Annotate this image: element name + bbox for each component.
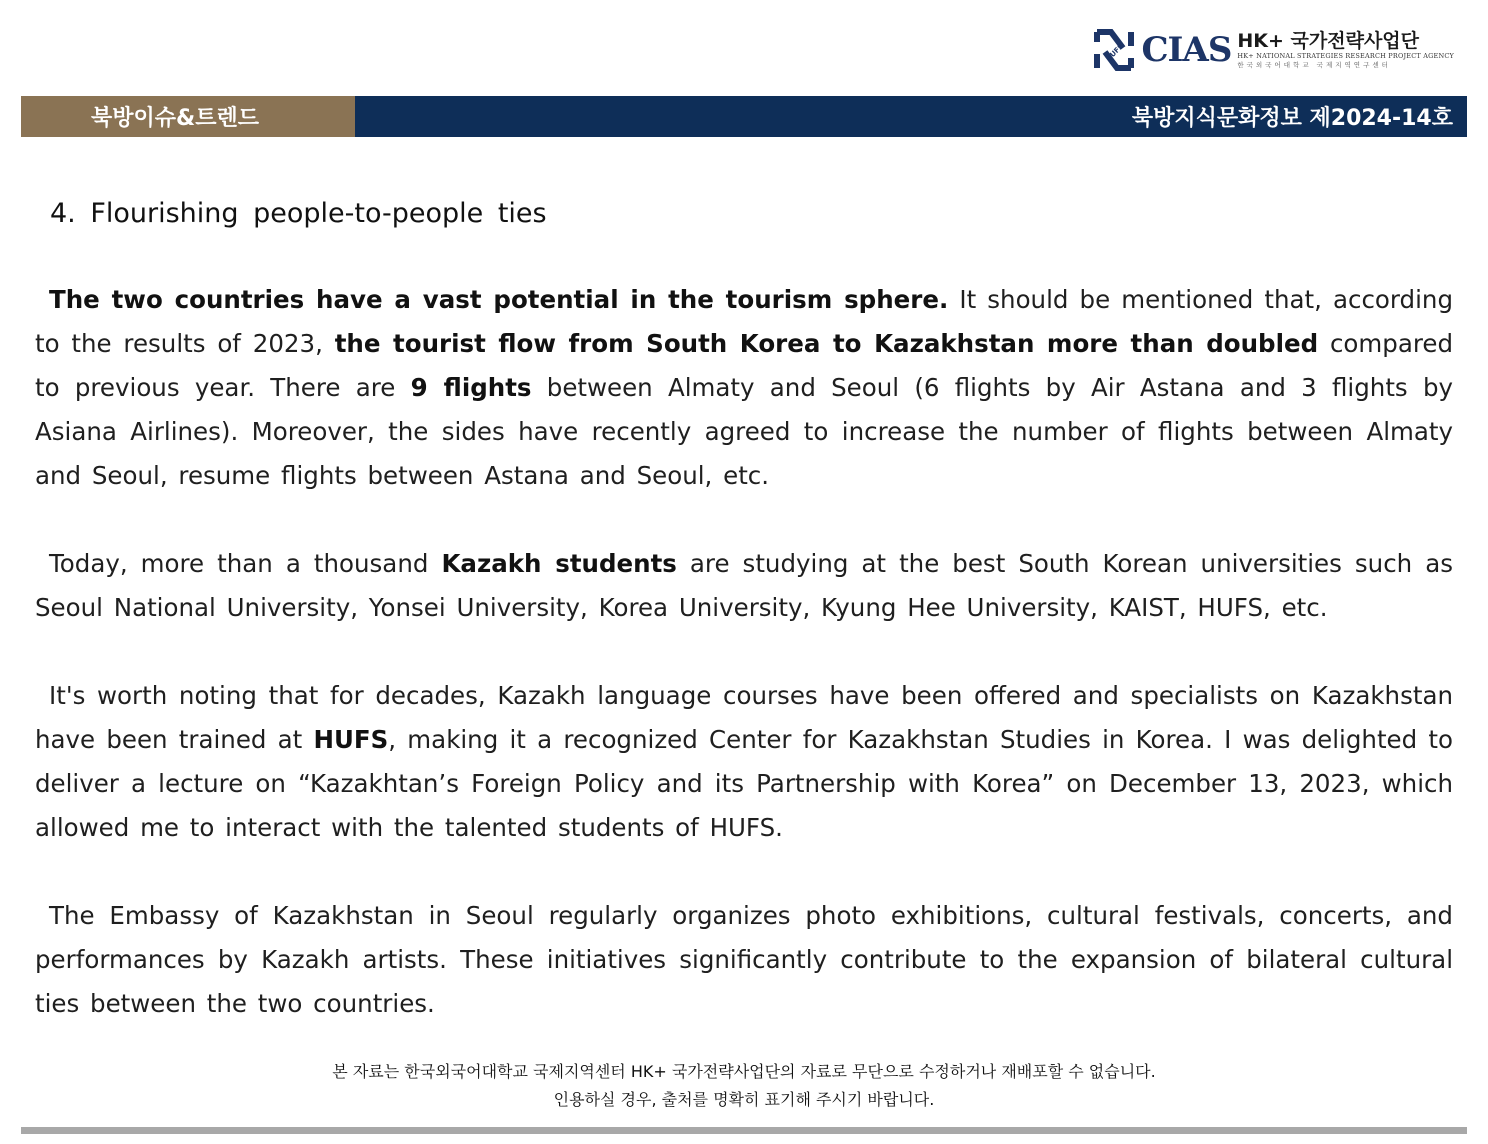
text-run: It's worth noting that for decades, Kazakh language courses have been offered and specialists on Kazakhstan have been trained at — [35, 681, 1453, 754]
text-run: Today, more than a thousand — [49, 549, 442, 578]
footer-notice-line1: 본 자료는 한국외국어대학교 국제지역센터 HK+ 국가전략사업단의 자료로 무단으로 수정하거나 재배포할 수 없습니다. — [332, 1062, 1156, 1081]
paragraph-students — [35, 542, 1453, 630]
emblem-text: HUFS — [1104, 42, 1126, 64]
section-title: 4. Flourishing people-to-people ties — [50, 198, 547, 229]
paragraph-tourism — [35, 278, 1453, 498]
paragraph-embassy — [35, 894, 1453, 1026]
text-run: It should be mentioned that, according to the results of 2023, — [35, 285, 1453, 358]
logo-subtitle-ko: 한국외국어대학교 국제지역연구센터 — [1237, 61, 1391, 69]
issue-label: 북방지식문화정보 제2024-14호 — [1131, 106, 1453, 131]
hufs-emblem-icon — [1093, 28, 1135, 72]
bold-phrase: HUFS — [313, 725, 389, 754]
logo-cias-text: CIAS — [1141, 30, 1232, 70]
bold-phrase: The two countries have a vast potential in the tourism sphere. — [49, 285, 949, 314]
paragraph-hufs — [35, 674, 1453, 850]
bold-phrase: Kazakh students — [441, 549, 677, 578]
logo-hk-title: HK+ 국가전략사업단 — [1237, 30, 1420, 52]
category-label: 북방이슈&트렌드 — [91, 106, 259, 131]
text-run: , making it a recognized Center for Kazakhstan Studies in Korea. I was delighted to deliver a lecture on “Kazakhtan’s Foreign Policy and its Partnership with Korea” on December 13, 2023, which allowed me to interact with the talented students of HUFS. — [35, 725, 1453, 842]
logo-subtitle-en: HK+ NATIONAL STRATEGIES RESEARCH PROJECT AGENCY — [1237, 52, 1454, 60]
bottom-divider — [21, 1127, 1467, 1134]
text-run: compared to previous year. There are — [35, 329, 1454, 402]
issue-label-box — [355, 96, 1467, 137]
text-run: are studying at the best South Korean universities such as Seoul National University, Yonsei University, Korea University, Kyung Hee University, KAIST, HUFS, etc. — [35, 549, 1454, 622]
cias-logo — [1093, 28, 1454, 78]
header-band — [21, 96, 1467, 137]
text-run: The Embassy of Kazakhstan in Seoul regularly organizes photo exhibitions, cultural festivals, concerts, and performances by Kazakh artists. These initiatives significantly contribute to the expansion of bilateral cultural ties between the two countries. — [35, 901, 1453, 1018]
bold-phrase: the tourist flow from South Korea to Kazakhstan more than doubled — [334, 329, 1319, 358]
footer-notice-line2: 인용하실 경우, 출처를 명확히 표기해 주시기 바랍니다. — [553, 1090, 935, 1109]
text-run: between Almaty and Seoul (6 flights by Air Astana and 3 flights by Asiana Airlines). Moreover, the sides have recently agreed to increase the number of flights between Almaty and Seoul, resume flights between Astana and Seoul, etc. — [35, 373, 1453, 490]
category-label-box — [21, 96, 355, 137]
bold-phrase: 9 flights — [410, 373, 532, 402]
